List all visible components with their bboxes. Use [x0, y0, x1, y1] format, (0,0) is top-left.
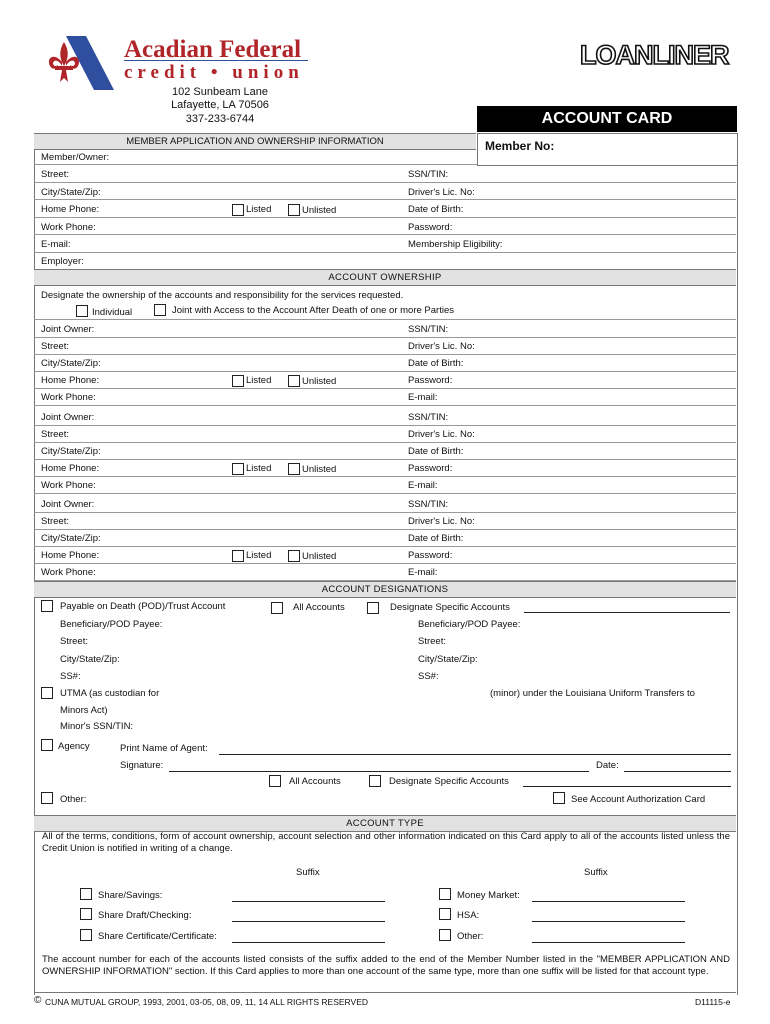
utma-act-label: Minors Act): [60, 705, 108, 716]
copyright-icon: ©: [34, 995, 42, 1006]
card-title: ACCOUNT CARD: [477, 106, 737, 132]
joint-3-city-label: City/State/Zip:: [41, 533, 101, 544]
joint-1-row-rule: [34, 337, 736, 338]
joint-2-ssn-label: SSN/TIN:: [408, 412, 449, 423]
beneficiary-1-street-label: Street:: [60, 636, 88, 647]
pod-all-accounts-checkbox[interactable]: [271, 602, 283, 614]
joint-2-work-phone-label: Work Phone:: [41, 480, 96, 491]
pod-specific-accounts-line[interactable]: [524, 612, 730, 613]
member-unlisted-label: Unlisted: [302, 205, 337, 216]
suffix-right-label: Suffix: [584, 867, 608, 878]
member-city-label: City/State/Zip:: [41, 187, 101, 198]
member-no-input[interactable]: [560, 136, 732, 160]
pod-checkbox[interactable]: [41, 600, 53, 612]
utma-minor-label: (minor) under the Louisiana Uniform Transfers to: [490, 688, 695, 699]
agent-name-label: Print Name of Agent:: [120, 743, 208, 754]
member-eligibility-label: Membership Eligibility:: [408, 239, 503, 250]
see-authorization-checkbox[interactable]: [553, 792, 565, 804]
joint-3-row-rule: [34, 563, 736, 564]
beneficiary-2-ss-label: SS#:: [418, 671, 439, 682]
designations-section-header: ACCOUNT DESIGNATIONS: [34, 581, 736, 598]
phone-number: 337-233-6744: [185, 113, 255, 125]
pod-designate-specific-checkbox[interactable]: [367, 602, 379, 614]
account-type-terms: All of the terms, conditions, form of account ownership, account selection and other information indicated on this Card apply to all of the accounts listed unless the Credit Union is notified in writing of a change.: [42, 831, 730, 854]
member-no-label: Member No:: [485, 139, 555, 153]
member-section-header: MEMBER APPLICATION AND OWNERSHIP INFORMATION: [34, 133, 476, 150]
joint-3-ssn-label: SSN/TIN:: [408, 499, 449, 510]
agency-all-accounts-label: All Accounts: [289, 776, 341, 787]
member-employer-label: Employer:: [41, 256, 84, 267]
date-line[interactable]: [624, 771, 731, 772]
other-type-suffix-line[interactable]: [532, 942, 685, 943]
joint-3-row-rule: [34, 512, 736, 513]
account-number-note: The account number for each of the accounts listed consists of the suffix added to the end of the Member Number listed in the "MEMBER APPLICATION AND OWNERSHIP INFORMATION" section. If this Card applies to more than one account of the same type, more than one suffix will be listed for that account type.: [42, 954, 730, 977]
joint-1-row-rule: [34, 354, 736, 355]
agency-label: Agency: [58, 741, 90, 752]
joint-2-email-label: E-mail:: [408, 480, 438, 491]
joint-1-row-rule: [34, 405, 736, 406]
joint-2-listed-label: Listed: [246, 463, 272, 474]
pod-label: Payable on Death (POD)/Trust Account: [60, 601, 226, 612]
joint-3-row-rule: [34, 546, 736, 547]
joint-1-email-label: E-mail:: [408, 392, 438, 403]
joint-2-city-label: City/State/Zip:: [41, 446, 101, 457]
joint-1-password-label: Password:: [408, 375, 453, 386]
joint-access-checkbox[interactable]: [154, 304, 166, 316]
share-savings-suffix-line[interactable]: [232, 901, 385, 902]
member-email-label: E-mail:: [41, 239, 71, 250]
individual-checkbox[interactable]: [76, 305, 88, 317]
joint-3-unlisted-label: Unlisted: [302, 551, 337, 562]
joint-3-row-rule: [34, 529, 736, 530]
joint-1-joint-owner-label: Joint Owner:: [41, 324, 95, 335]
joint-1-unlisted-checkbox[interactable]: [288, 375, 300, 387]
agency-designate-specific-label: Designate Specific Accounts: [389, 776, 509, 787]
joint-1-street-label: Street:: [41, 341, 69, 352]
joint-2-row-rule: [34, 493, 736, 494]
member-password-label: Password:: [408, 222, 453, 233]
joint-3-unlisted-checkbox[interactable]: [288, 550, 300, 562]
form-frame: [34, 133, 738, 995]
joint-1-row-rule: [34, 388, 736, 389]
beneficiary-2-label: Beneficiary/POD Payee:: [418, 619, 521, 630]
agency-all-accounts-checkbox[interactable]: [269, 775, 281, 787]
joint-2-unlisted-label: Unlisted: [302, 464, 337, 475]
joint-3-home-phone-label: Home Phone:: [41, 550, 100, 561]
joint-2-home-phone-label: Home Phone:: [41, 463, 100, 474]
joint-1-city-label: City/State/Zip:: [41, 358, 101, 369]
joint-3-password-label: Password:: [408, 550, 453, 561]
money-market-label: Money Market:: [457, 890, 520, 901]
member-ssn-label: SSN/TIN:: [408, 169, 449, 180]
joint-2-unlisted-checkbox[interactable]: [288, 463, 300, 475]
credit-union-logo: [44, 36, 116, 92]
pod-all-accounts-label: All Accounts: [293, 602, 345, 613]
share-certificate-suffix-line[interactable]: [232, 942, 385, 943]
date-label: Date:: [596, 760, 619, 771]
hsa-label: HSA:: [457, 910, 480, 921]
beneficiary-2-city-label: City/State/Zip:: [418, 654, 478, 665]
joint-2-dl-label: Driver's Lic. No:: [408, 429, 475, 440]
other-type-label: Other:: [457, 931, 484, 942]
money-market-suffix-line[interactable]: [532, 901, 685, 902]
hsa-checkbox[interactable]: [439, 908, 451, 920]
agency-checkbox[interactable]: [41, 739, 53, 751]
joint-3-street-label: Street:: [41, 516, 69, 527]
agency-designate-specific-checkbox[interactable]: [369, 775, 381, 787]
joint-2-row-rule: [34, 459, 736, 460]
joint-2-password-label: Password:: [408, 463, 453, 474]
member-listed-label: Listed: [246, 204, 272, 215]
joint-1-row-rule: [34, 371, 736, 372]
member-dob-label: Date of Birth:: [408, 204, 464, 215]
other-type-checkbox[interactable]: [439, 929, 451, 941]
pod-designate-specific-label: Designate Specific Accounts: [390, 602, 510, 613]
share-savings-checkbox[interactable]: [80, 888, 92, 900]
ownership-section-header: ACCOUNT OWNERSHIP: [34, 269, 736, 286]
joint-2-listed-checkbox[interactable]: [232, 463, 244, 475]
joint-2-dob-label: Date of Birth:: [408, 446, 464, 457]
member-dl-label: Driver's Lic. No:: [408, 187, 475, 198]
beneficiary-1-city-label: City/State/Zip:: [60, 654, 120, 665]
minor-ssn-label: Minor's SSN/TIN:: [60, 721, 134, 732]
member-listed-checkbox[interactable]: [232, 204, 244, 216]
money-market-checkbox[interactable]: [439, 888, 451, 900]
share-draft-label: Share Draft/Checking:: [98, 910, 192, 921]
signature-label: Signature:: [120, 760, 164, 771]
other-designation-label: Other:: [60, 794, 87, 805]
credit-union-name: Acadian Federal: [124, 36, 302, 63]
joint-1-home-phone-label: Home Phone:: [41, 375, 100, 386]
joint-1-ssn-label: SSN/TIN:: [408, 324, 449, 335]
beneficiary-1-ss-label: SS#:: [60, 671, 81, 682]
agency-specific-accounts-line[interactable]: [523, 786, 731, 787]
other-designation-checkbox[interactable]: [41, 792, 53, 804]
share-savings-label: Share/Savings:: [98, 890, 163, 901]
member-street-label: Street:: [41, 169, 69, 180]
joint-3-joint-owner-label: Joint Owner:: [41, 499, 95, 510]
signature-line[interactable]: [169, 771, 589, 772]
account-type-section-header: ACCOUNT TYPE: [34, 815, 736, 832]
joint-3-listed-label: Listed: [246, 550, 272, 561]
joint-1-dob-label: Date of Birth:: [408, 358, 464, 369]
share-draft-checkbox[interactable]: [80, 908, 92, 920]
joint-1-dl-label: Driver's Lic. No:: [408, 341, 475, 352]
share-certificate-label: Share Certificate/Certificate:: [98, 931, 217, 942]
utma-checkbox[interactable]: [41, 687, 53, 699]
see-authorization-label: See Account Authorization Card: [571, 794, 706, 805]
joint-2-row-rule: [34, 476, 736, 477]
logo-rule: [124, 60, 308, 61]
individual-label: Individual: [92, 307, 133, 318]
credit-union-subtitle: credit • union: [124, 62, 304, 83]
joint-access-label: Joint with Access to the Account After Death of one or more Parties: [172, 305, 454, 316]
joint-3-work-phone-label: Work Phone:: [41, 567, 96, 578]
hsa-suffix-line[interactable]: [532, 921, 685, 922]
joint-3-email-label: E-mail:: [408, 567, 438, 578]
form-number: D11115-e: [695, 997, 731, 1007]
suffix-left-label: Suffix: [296, 867, 320, 878]
joint-2-street-label: Street:: [41, 429, 69, 440]
joint-1-work-phone-label: Work Phone:: [41, 392, 96, 403]
partner-logo: LOANLINER: [580, 40, 729, 70]
share-draft-suffix-line[interactable]: [232, 921, 385, 922]
joint-3-listed-checkbox[interactable]: [232, 550, 244, 562]
beneficiary-2-street-label: Street:: [418, 636, 446, 647]
utma-label: UTMA (as custodian for: [60, 688, 160, 699]
joint-2-joint-owner-label: Joint Owner:: [41, 412, 95, 423]
member-unlisted-checkbox[interactable]: [288, 204, 300, 216]
share-certificate-checkbox[interactable]: [80, 929, 92, 941]
member-owner-label: Member/Owner:: [41, 152, 110, 163]
joint-3-dl-label: Driver's Lic. No:: [408, 516, 475, 527]
address-line-2: Lafayette, LA 70506: [171, 99, 269, 111]
member-home-phone-label: Home Phone:: [41, 204, 100, 215]
member-work-phone-label: Work Phone:: [41, 222, 96, 233]
address-line-1: 102 Sunbeam Lane: [171, 86, 269, 98]
joint-1-listed-label: Listed: [246, 375, 272, 386]
joint-2-row-rule: [34, 442, 736, 443]
ownership-instructions: Designate the ownership of the accounts and responsibility for the services requested.: [41, 290, 404, 301]
beneficiary-1-label: Beneficiary/POD Payee:: [60, 619, 163, 630]
joint-1-unlisted-label: Unlisted: [302, 376, 337, 387]
copyright-text: CUNA MUTUAL GROUP, 1993, 2001, 03-05, 08, 09, 11, 14 ALL RIGHTS RESERVED: [45, 997, 368, 1007]
agent-name-line[interactable]: [219, 754, 731, 755]
joint-3-dob-label: Date of Birth:: [408, 533, 464, 544]
joint-2-row-rule: [34, 425, 736, 426]
joint-1-listed-checkbox[interactable]: [232, 375, 244, 387]
